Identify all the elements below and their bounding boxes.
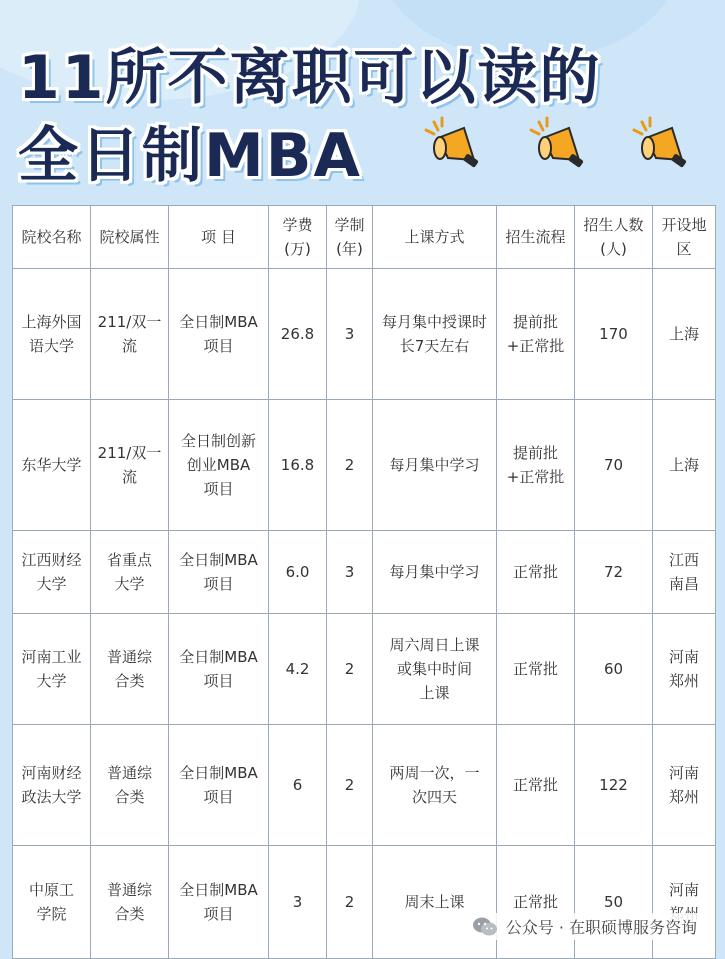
tuition-cell: 4.2 <box>269 614 327 725</box>
enrollment-cell: 50 <box>575 846 653 959</box>
table-header-cell: 招生人数 (人) <box>575 206 653 269</box>
class-mode-cell: 周末上课 <box>373 846 497 959</box>
table-header-cell: 学制 (年) <box>327 206 373 269</box>
table-row <box>13 846 716 959</box>
class-mode-cell: 每月集中授课时 长7天左右 <box>373 269 497 400</box>
duration-cell: 2 <box>327 725 373 846</box>
duration-cell: 2 <box>327 614 373 725</box>
footer-text: 公众号 · 在职硕博服务咨询 <box>505 918 697 937</box>
tuition-cell: 6.0 <box>269 531 327 614</box>
project-cell: 全日制MBA 项目 <box>169 846 269 959</box>
duration-cell: 2 <box>327 400 373 531</box>
mba-table <box>12 205 716 959</box>
school-attribute-cell: 普通综 合类 <box>91 846 169 959</box>
class-mode-cell: 周六周日上课 或集中时间 上课 <box>373 614 497 725</box>
megaphone-icon <box>628 116 698 176</box>
school-name-cell: 中原工 学院 <box>13 846 91 959</box>
table-header-cell: 项 目 <box>169 206 269 269</box>
table-header-cell: 上课方式 <box>373 206 497 269</box>
school-attribute-cell: 省重点 大学 <box>91 531 169 614</box>
region-cell: 河南 郑州 <box>653 725 716 846</box>
project-cell: 全日制MBA 项目 <box>169 614 269 725</box>
table-header-cell: 开设地 区 <box>653 206 716 269</box>
table-row <box>13 269 716 400</box>
region-cell: 上海 <box>653 400 716 531</box>
region-cell: 河南 <box>653 846 716 959</box>
table-header-cell: 院校名称 <box>13 206 91 269</box>
class-mode-cell: 每月集中学习 <box>373 531 497 614</box>
megaphone-icon <box>525 116 595 176</box>
region-cell: 上海 <box>653 269 716 400</box>
project-cell: 全日制创新 创业MBA 项目 <box>169 400 269 531</box>
tuition-cell: 26.8 <box>269 269 327 400</box>
tuition-cell: 6 <box>269 725 327 846</box>
duration-cell: 2 <box>327 846 373 959</box>
table-row <box>13 614 716 725</box>
region-cell: 江西 南昌 <box>653 531 716 614</box>
page-title-line1: 11所不离职可以读的 <box>18 43 602 113</box>
admission-process-cell: 正常批 <box>497 725 575 846</box>
enrollment-cell: 70 <box>575 400 653 531</box>
class-mode-cell: 两周一次，一 次四天 <box>373 725 497 846</box>
school-attribute-cell: 211/双一 流 <box>91 400 169 531</box>
enrollment-cell: 170 <box>575 269 653 400</box>
school-attribute-cell: 211/双一 流 <box>91 269 169 400</box>
enrollment-cell: 60 <box>575 614 653 725</box>
admission-process-cell: 正常批 <box>497 614 575 725</box>
admission-process-cell: 提前批 +正常批 <box>497 400 575 531</box>
school-name-cell: 河南工业 大学 <box>13 614 91 725</box>
table-row <box>13 400 716 531</box>
enrollment-cell: 122 <box>575 725 653 846</box>
school-name-cell: 上海外国 语大学 <box>13 269 91 400</box>
admission-process-cell: 正常批 <box>497 531 575 614</box>
footer-watermark <box>466 913 703 940</box>
project-cell: 全日制MBA 项目 <box>169 269 269 400</box>
wechat-icon <box>472 916 498 938</box>
project-cell: 全日制MBA 项目 <box>169 725 269 846</box>
megaphone-icon <box>420 116 490 176</box>
school-name-cell: 河南财经 政法大学 <box>13 725 91 846</box>
table-header-cell: 招生流程 <box>497 206 575 269</box>
class-mode-cell: 每月集中学习 <box>373 400 497 531</box>
admission-process-cell: 提前批 +正常批 <box>497 269 575 400</box>
table-header-cell: 学费 (万) <box>269 206 327 269</box>
school-name-cell: 东华大学 <box>13 400 91 531</box>
project-cell: 全日制MBA 项目 <box>169 531 269 614</box>
tuition-cell: 16.8 <box>269 400 327 531</box>
school-attribute-cell: 普通综 合类 <box>91 614 169 725</box>
page-title-line2: 全日制MBA <box>18 121 362 191</box>
admission-process-cell: 正常批 <box>497 846 575 959</box>
tuition-cell: 3 <box>269 846 327 959</box>
region-cell: 河南 郑州 <box>653 614 716 725</box>
table-header-row <box>13 206 716 269</box>
enrollment-cell: 72 <box>575 531 653 614</box>
school-attribute-cell: 普通综 合类 <box>91 725 169 846</box>
table-row <box>13 725 716 846</box>
school-name-cell: 江西财经 大学 <box>13 531 91 614</box>
duration-cell: 3 <box>327 531 373 614</box>
table-header-cell: 院校属性 <box>91 206 169 269</box>
table-row <box>13 531 716 614</box>
duration-cell: 3 <box>327 269 373 400</box>
